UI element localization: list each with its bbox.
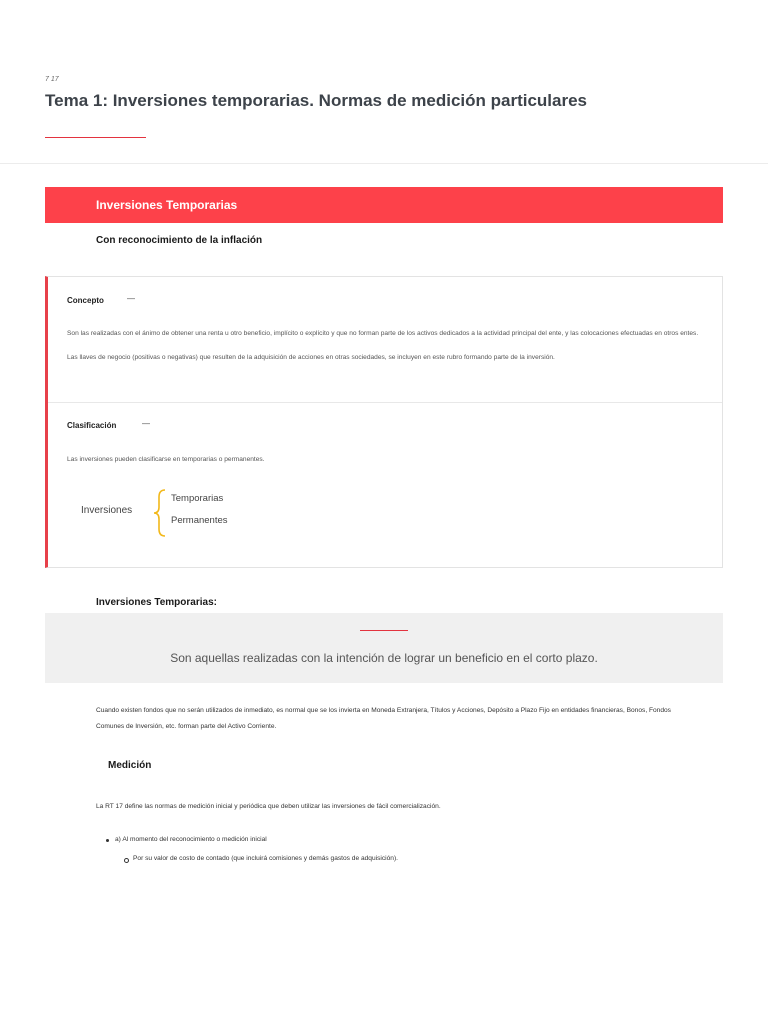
temporarias-heading: Inversiones Temporarias: — [96, 597, 217, 608]
page-counter: 7 17 — [45, 76, 59, 83]
diagram-root-label: Inversiones — [81, 505, 133, 516]
accordion-divider — [48, 402, 722, 403]
concepto-paragraph-1: Son las realizadas con el ánimo de obtener una renta u otro beneficio, implícito o explícito y que no forman parte de los activos dedicados a la actividad principal del ente, y las colocaciones efectuadas en otros entes. — [67, 330, 699, 337]
quote-accent-line — [360, 630, 408, 631]
clasificacion-label[interactable]: Clasificación — [67, 421, 117, 430]
funds-paragraph: Cuando existen fondos que no serán utilizados de inmediato, es normal que se los invierta en Moneda Extranjera, Títulos y Acciones, Depósito a Plazo Fijo en entidades financieras, Bonos, Fondos Comunes de Inversión, etc. forman parte del Activo Corriente. — [96, 707, 671, 730]
highlight-quote-box — [45, 613, 723, 683]
classification-diagram — [81, 489, 301, 541]
medicion-heading: Medición — [108, 760, 152, 771]
concepto-label[interactable]: Concepto — [67, 296, 104, 305]
curly-brace-icon — [153, 489, 167, 537]
section-banner — [45, 187, 723, 223]
title-underline — [45, 137, 146, 138]
banner-title: Inversiones Temporarias — [96, 198, 238, 212]
list-item — [124, 855, 398, 862]
highlight-quote: Son aquellas realizadas con la intención de lograr un beneficio en el corto plazo. — [170, 651, 598, 665]
accordion-card — [45, 276, 723, 568]
rt17-paragraph: La RT 17 define las normas de medición inicial y periódica que deben utilizar las inversiones de fácil comercialización. — [96, 803, 441, 810]
list-item — [106, 836, 398, 862]
diagram-item-permanentes: Permanentes — [171, 515, 228, 526]
medicion-list — [106, 836, 398, 862]
diagram-item-temporarias: Temporarias — [171, 493, 224, 504]
inflation-subheading: Con reconocimiento de la inflación — [96, 235, 263, 246]
clasificacion-text: Las inversiones pueden clasificarse en temporarias o permanentes. — [67, 456, 265, 463]
list-item-text: a) Al momento del reconocimiento o medición inicial — [115, 836, 267, 843]
list-item-text: Por su valor de costo de contado (que incluirá comisiones y demás gastos de adquisición). — [133, 855, 398, 862]
concepto-paragraph-2: Las llaves de negocio (positivas o negativas) que resulten de la adquisición de acciones en otras sociedades, se incluyen en este rubro formando parte de la inversión. — [67, 354, 555, 361]
collapse-icon[interactable]: — — [127, 294, 135, 303]
collapse-icon[interactable]: — — [142, 419, 150, 428]
medicion-sub-list — [124, 855, 398, 862]
header-divider — [0, 163, 768, 164]
page-title: Tema 1: Inversiones temporarias. Normas de medición particulares — [45, 91, 587, 110]
